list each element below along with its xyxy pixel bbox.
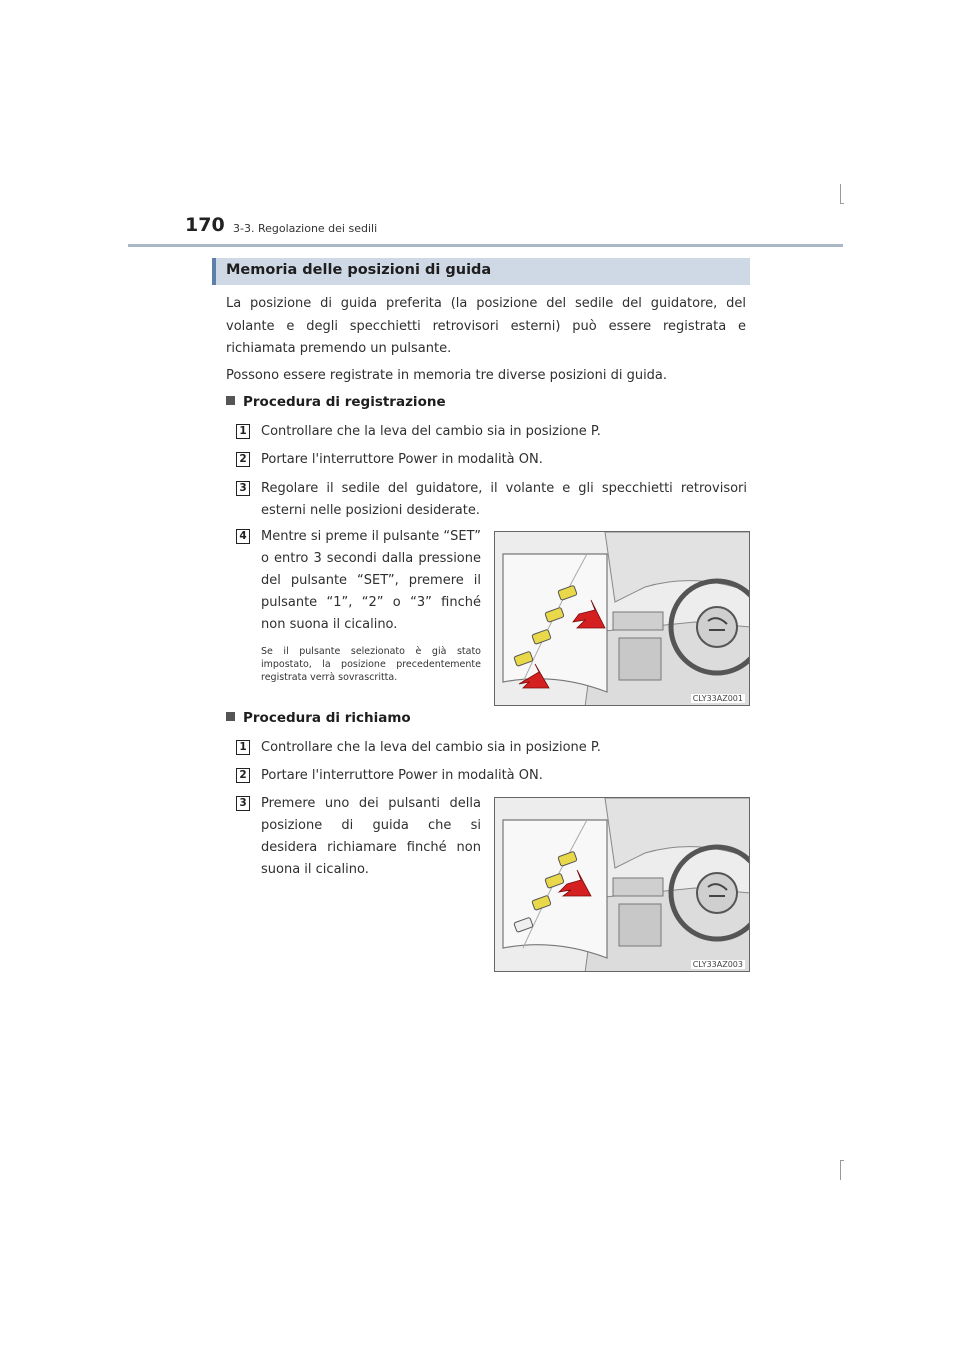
step-number-badge: 4 [236,529,250,544]
figure-memory-recall [494,797,750,972]
dashboard-illustration [495,798,750,972]
step-number-badge: 3 [236,481,250,496]
dashboard-illustration [495,532,750,706]
page-number: 170 [185,214,225,236]
crop-mark-bottom-tick [840,1160,844,1161]
square-bullet-icon [226,712,235,721]
figure-code: CLY33AZ003 [692,960,743,969]
step-text: Portare l'interruttore Power in modalità ON. [261,452,543,467]
crop-mark-top [840,184,841,204]
intro-paragraph-2: Possono essere registrate in memoria tre diverse posizioni di guida. [226,368,668,383]
topic-title: Memoria delle posizioni di guida [226,262,492,278]
step-text: Premere uno dei pulsanti della posizione di guida che si desidera richiamare finché non suona il cicalino. [261,796,481,877]
topic-title-box [212,258,750,285]
step-text: Mentre si preme il pulsante “SET” o entro 3 secondi dalla pressione del pulsante “SET”, premere il pulsante “1”, “2” o “3” finché non suona il cicalino. [261,529,481,632]
recall-heading [226,710,411,726]
recall-heading-text: Procedura di richiamo [243,710,411,726]
crop-mark-top-tick [840,203,844,204]
intro-paragraph: La posizione di guida preferita (la posizione del sedile del guidatore, del volante e degli specchietti retrovisori esterni) può essere registrata e richiamata premendo un pulsante. [226,296,746,356]
step-text: Portare l'interruttore Power in modalità ON. [261,768,543,783]
figure-code: CLY33AZ001 [692,694,743,703]
step-number-badge: 2 [236,768,250,783]
step-number-badge: 3 [236,796,250,811]
step-number-badge: 2 [236,452,250,467]
step-text: Controllare che la leva del cambio sia in posizione P. [261,740,601,755]
step-number-badge: 1 [236,740,250,755]
step-note: Se il pulsante selezionato è già stato impostato, la posizione precedentemente registrata verrà sovrascritta. [261,646,481,683]
step-text: Regolare il sedile del guidatore, il volante e gli specchietti retrovisori esterni nelle posizioni desiderate. [261,481,747,518]
square-bullet-icon [226,396,235,405]
step-text: Controllare che la leva del cambio sia in posizione P. [261,424,601,439]
crop-mark-bottom [840,1160,841,1180]
header-rule [128,244,843,247]
registration-heading [226,394,446,410]
section-title: 3-3. Regolazione dei sedili [233,222,378,235]
step-number-badge: 1 [236,424,250,439]
figure-memory-set [494,531,750,706]
registration-heading-text: Procedura di registrazione [243,394,446,410]
